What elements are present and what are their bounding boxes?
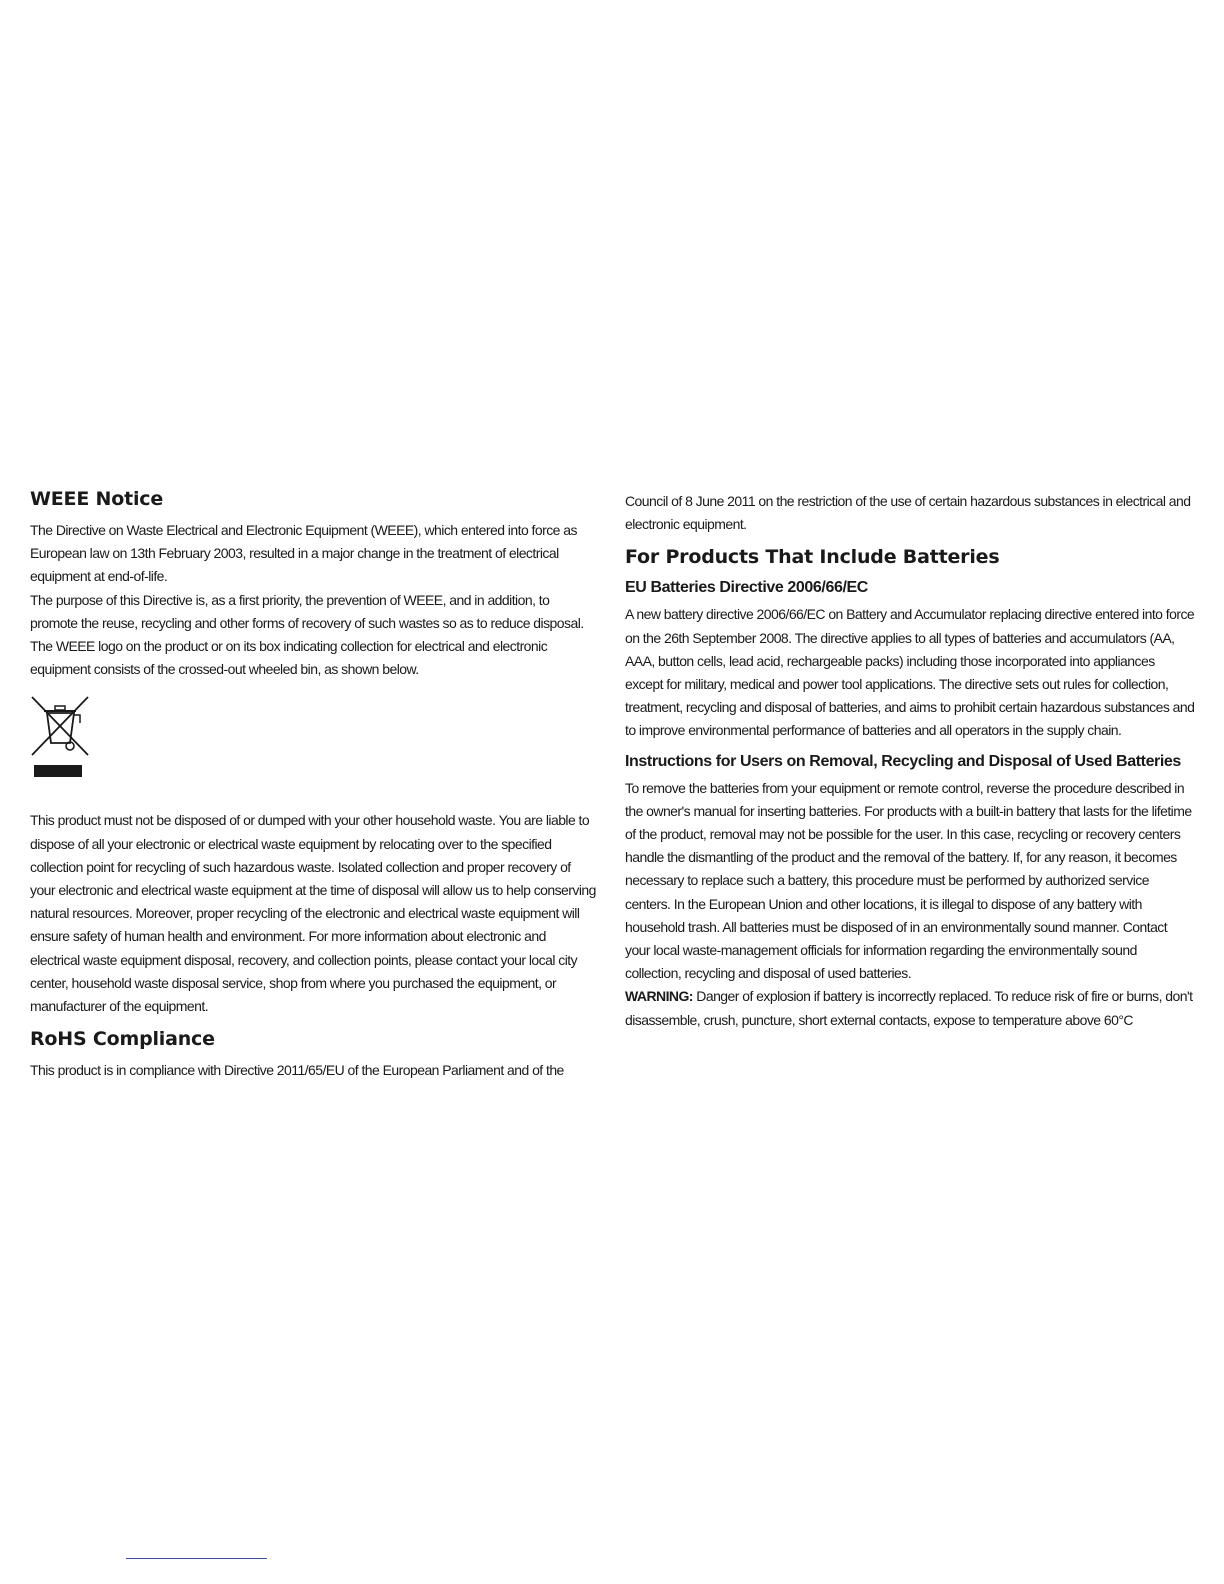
eu-batteries-directive-paragraph: A new battery directive 2006/66/EC on Battery and Accumulator replacing directive entered into force on the 26th September 2008. The directive applies to all types of batteries and accumulators (AA, AAA, button cells, lead acid, rechargeable packs) including those incorporated into appliances except for military, medical and power tool applications. The directive sets out rules for collection, treatment, recycling and disposal of batteries, and aims to prohibit certain hazardous substances and to improve environmental performance of batteries and all operators in the supply chain.	[625, 606, 1195, 739]
warning-label: WARNING:	[625, 988, 693, 1005]
warning-paragraph	[625, 985, 1195, 1031]
weee-logo-bar	[34, 765, 82, 777]
eu-batteries-directive-heading: EU Batteries Directive 2006/66/EC	[625, 579, 868, 597]
battery-instructions-heading: Instructions for Users on Removal, Recycling and Disposal of Used Batteries	[625, 752, 1181, 770]
rohs-paragraph: This product is in compliance with Directive 2011/65/EU of the European Parliament and of the	[30, 1062, 564, 1079]
right-column	[625, 486, 1195, 1032]
weee-logo	[30, 695, 90, 795]
weee-notice-heading: WEEE Notice	[30, 488, 164, 510]
weee-paragraph-3: This product must not be disposed of or dumped with your other household waste. You are liable to dispose of all your electronic or electrical waste equipment by relocating over to the specified collection point for recycling of such hazardous waste. Isolated collection and proper recovery of your electronic and electrical waste equipment at the time of disposal will allow us to help conserving natural resources. Moreover, proper recycling of the electronic and electrical waste equipment will ensure safety of human health and environment. For more information about electronic and electrical waste equipment disposal, recovery, and collection points, please contact your local city center, household waste disposal service, shop from where you purchased the equipment, or manufacturer of the equipment.	[30, 812, 596, 1015]
crossed-out-wheeled-bin-icon	[30, 695, 90, 757]
rohs-compliance-heading: RoHS Compliance	[30, 1028, 215, 1051]
warning-text: Danger of explosion if battery is incorrectly replaced. To reduce risk of fire or burns, don't disassemble, crush, puncture, short external contacts, expose to temperature above 60°C	[625, 988, 1193, 1028]
weee-paragraph-2: The purpose of this Directive is, as a first priority, the prevention of WEEE, and in addition, to promote the reuse, recycling and other forms of recovery of such wastes so as to reduce disposal. The WEEE logo on the product or on its box indicating collection for electrical and electronic equipment consists of the crossed-out wheeled bin, as shown below.	[30, 591, 584, 678]
footer-link-underline	[126, 1558, 267, 1559]
battery-instructions-paragraph: To remove the batteries from your equipment or remote control, reverse the procedure described in the owner's manual for inserting batteries. For products with a built-in battery that lasts for the lifetime of the product, removal may not be possible for the user. In this case, recycling or recovery centers handle the dismantling of the product and the removal of the battery. If, for any reason, it becomes necessary to replace such a battery, this procedure must be performed by authorized service centers. In the European Union and other locations, it is illegal to dispose of any battery with household trash. All batteries must be disposed of in an environmentally sound manner. Contact your local waste-management officials for information regarding the environmentally sound collection, recycling and disposal of used batteries.	[625, 779, 1192, 982]
batteries-heading: For Products That Include Batteries	[625, 546, 1000, 569]
rohs-paragraph-continued: Council of 8 June 2011 on the restriction of the use of certain hazardous substances in electrical and electronic equipment.	[625, 493, 1191, 533]
left-column	[30, 486, 596, 1082]
weee-paragraph-1: The Directive on Waste Electrical and Electronic Equipment (WEEE), which entered into force as European law on 13th February 2003, resulted in a major change in the treatment of electrical equipment at end-of-life.	[30, 522, 577, 585]
